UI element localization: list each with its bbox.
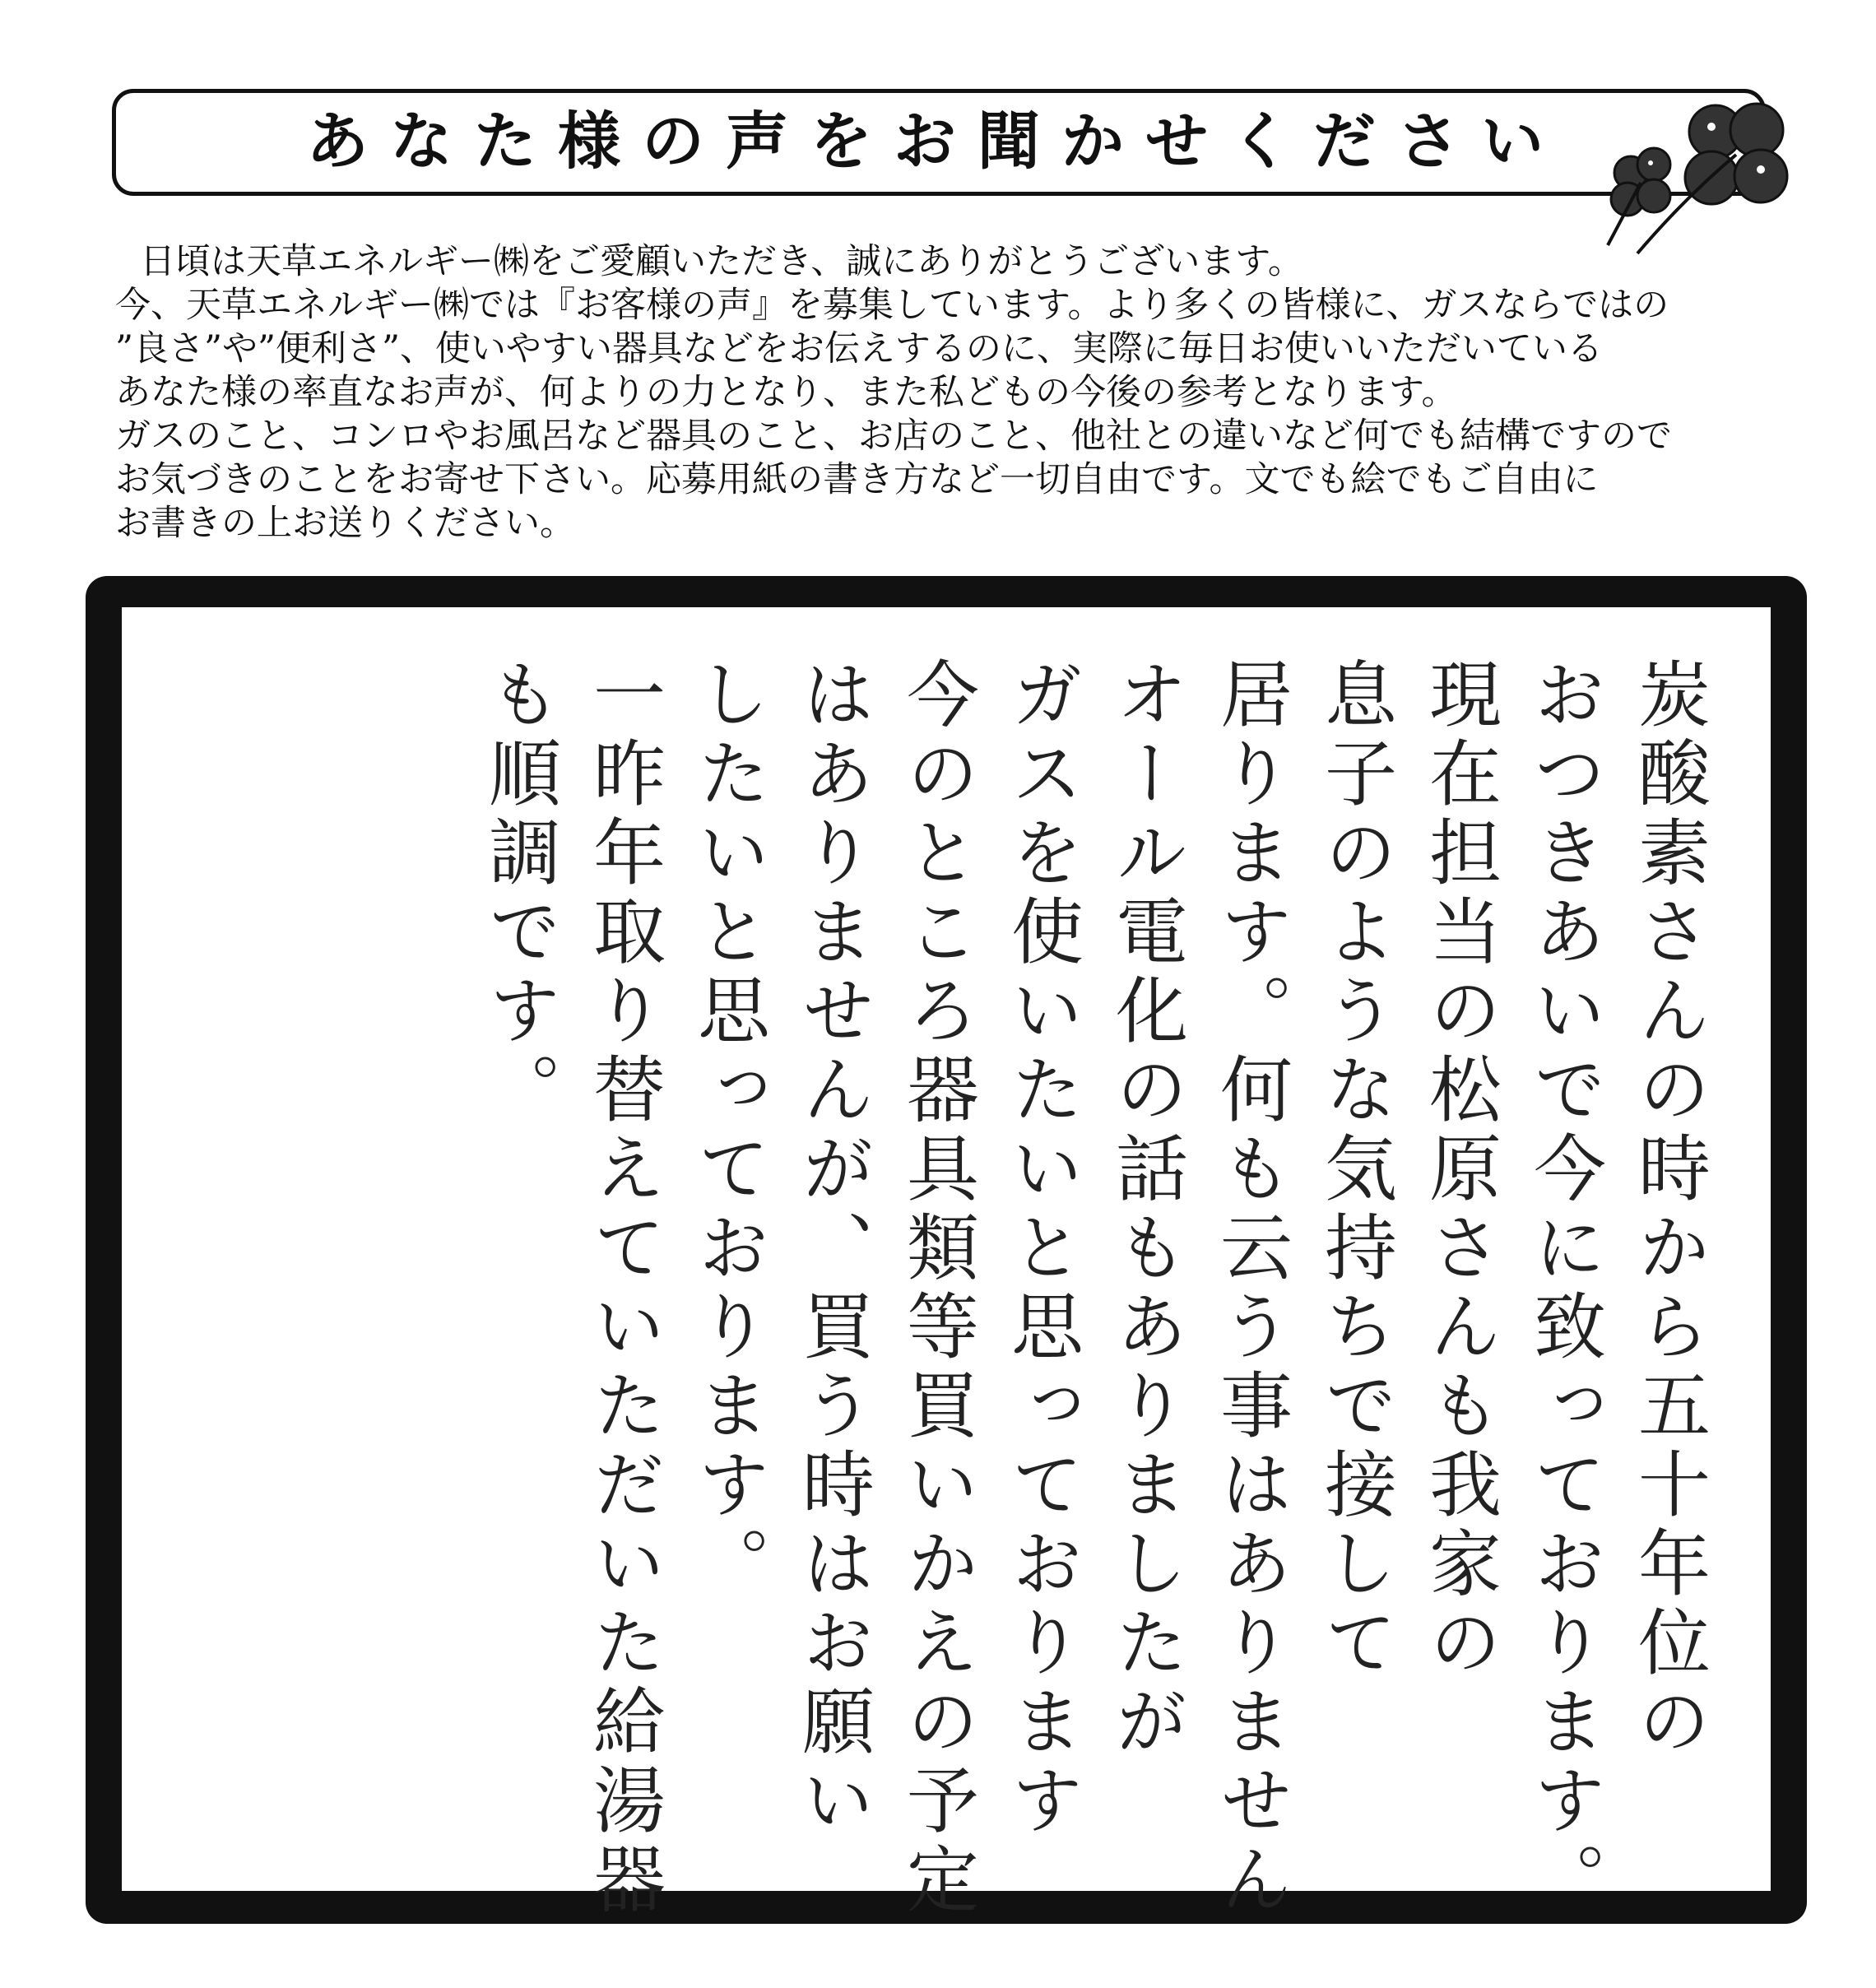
handwritten-line: オール電化の話もありましたが	[1104, 657, 1189, 1763]
intro-line: お気づきのことをお寄せ下さい。応募用紙の書き方など一切自由です。文でも絵でもご自由に	[115, 459, 1599, 500]
handwritten-line: 一昨年取り替えていただいた給湯器	[582, 657, 666, 1921]
handwritten-line: 居ります。何も云う事はありません	[1209, 657, 1293, 1921]
intro-line: あなた様の率直なお声が、何よりの力となり、また私どもの今後の参考となります。	[115, 372, 1457, 413]
intro-line: ガスのこと、コンロやお風呂など器具のこと、お店のこと、他社との違いなど何でも結構ですので	[115, 416, 1672, 457]
intro-line: 日頃は天草エネルギー㈱をご愛顧いただき、誠にありがとうございます。	[140, 241, 1303, 282]
handwritten-line: したいと思っております。	[686, 657, 771, 1605]
handwritten-line: 今のところ器具類等買いかえの予定	[895, 657, 980, 1921]
intro-line: お書きの上お送りください。	[115, 503, 575, 544]
handwritten-line: ガスを使いたいと思っております	[1000, 657, 1084, 1842]
handwritten-line: 息子のような気持ちで接して	[1313, 657, 1398, 1684]
intro-text	[115, 240, 1802, 546]
handwritten-line: おつきあいで今に致っております。	[1522, 657, 1607, 1921]
handwritten-line: も順調です。	[477, 657, 562, 1131]
handwritten-response	[467, 657, 1721, 1921]
four-leaf-clover-icon	[1588, 97, 1835, 262]
intro-line: ”良さ”や”便利さ”、使いやすい器具などをお伝えするのに、実際に毎日お使いいただいている	[115, 328, 1603, 369]
response-area	[122, 607, 1771, 1921]
handwritten-line: はありませんが、買う時はお願い	[791, 657, 875, 1842]
handwritten-line: 炭酸素さんの時から五十年位の	[1627, 657, 1711, 1763]
page-title: あなた様の声をお聞かせください	[306, 105, 1565, 178]
handwritten-line: 現在担当の松原さんも我家の	[1418, 657, 1502, 1684]
intro-line: 今、天草エネルギー㈱では『お客様の声』を募集しています。より多くの皆様に、ガスならではの	[115, 285, 1669, 326]
